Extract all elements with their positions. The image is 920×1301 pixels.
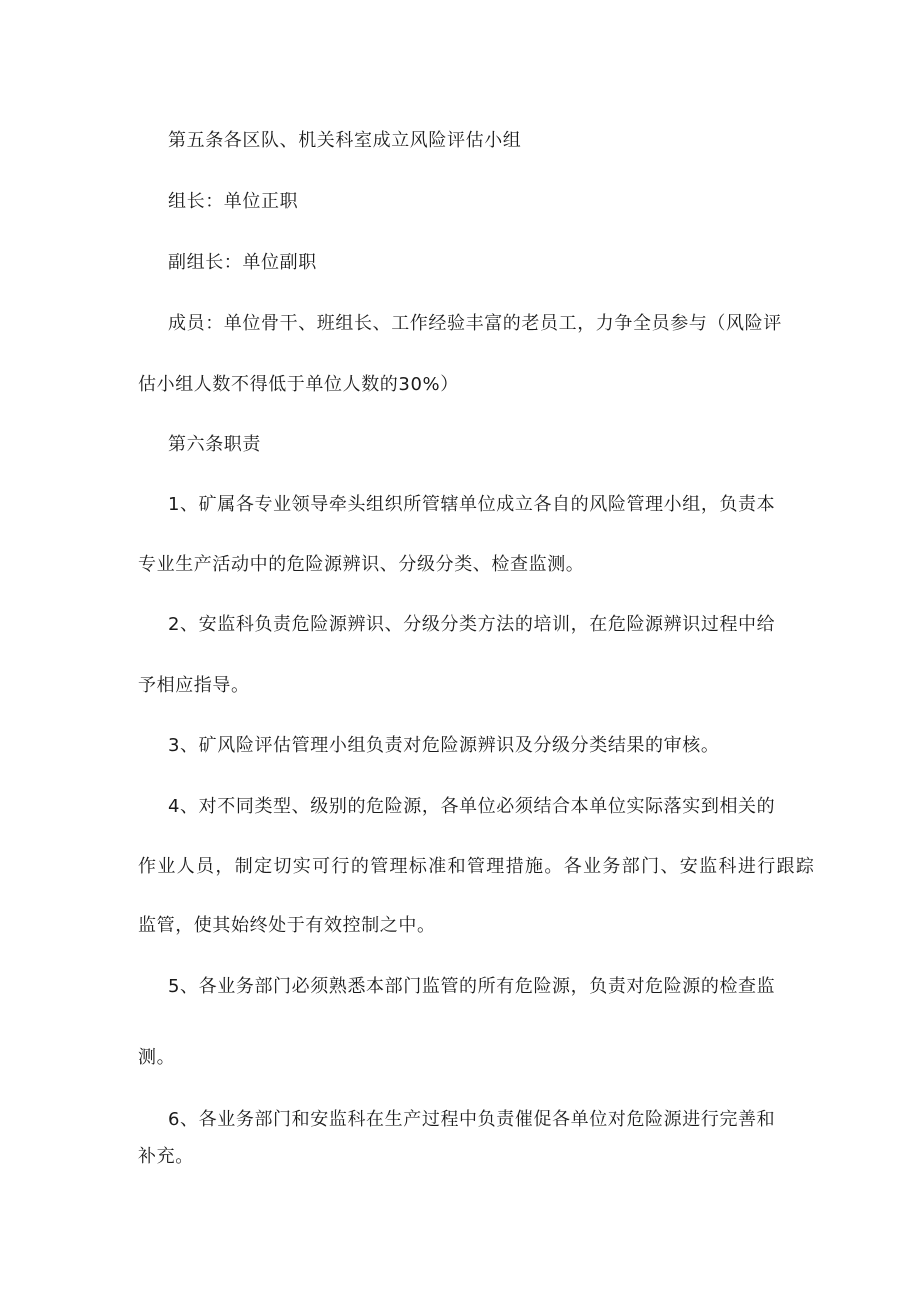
members-line-2: 估小组人数不得低于单位人数的30%） — [138, 374, 459, 395]
item-1-line-1: 1、矿属各专业领导牵头组织所管辖单位成立各自的风险管理小组，负责本 — [168, 494, 776, 515]
item-4-line-1: 4、对不同类型、级别的危险源，各单位必须结合本单位实际落实到相关的 — [168, 796, 776, 817]
item-5-line-2: 测。 — [138, 1047, 176, 1068]
article-6-title: 第六条职责 — [168, 434, 261, 455]
item-2-line-1: 2、安监科负责危险源辨识、分级分类方法的培训，在危险源辨识过程中给 — [168, 614, 776, 635]
members-line-1: 成员：单位骨干、班组长、工作经验丰富的老员工，力争全员参与（风险评 — [168, 313, 782, 334]
item-5-line-1: 5、各业务部门必须熟悉本部门监管的所有危险源，负责对危险源的检查监 — [168, 976, 776, 997]
item-3-line-1: 3、矿风险评估管理小组负责对危险源辨识及分级分类结果的审核。 — [168, 735, 720, 756]
item-4-line-2: 作业人员，制定切实可行的管理标准和管理措施。各业务部门、安监科进行跟踪 — [138, 856, 816, 877]
deputy-leader-line: 副组长：单位副职 — [168, 252, 317, 273]
item-6-line-1: 6、各业务部门和安监科在生产过程中负责催促各单位对危险源进行完善和 — [168, 1109, 776, 1130]
item-4-line-3: 监管，使其始终处于有效控制之中。 — [138, 915, 436, 936]
item-2-line-2: 予相应指导。 — [138, 675, 250, 696]
item-6-line-2: 补充。 — [138, 1146, 194, 1167]
leader-line: 组长：单位正职 — [168, 191, 299, 212]
item-1-line-2: 专业生产活动中的危险源辨识、分级分类、检查监测。 — [138, 554, 585, 575]
article-5-title: 第五条各区队、机关科室成立风险评估小组 — [168, 130, 522, 151]
